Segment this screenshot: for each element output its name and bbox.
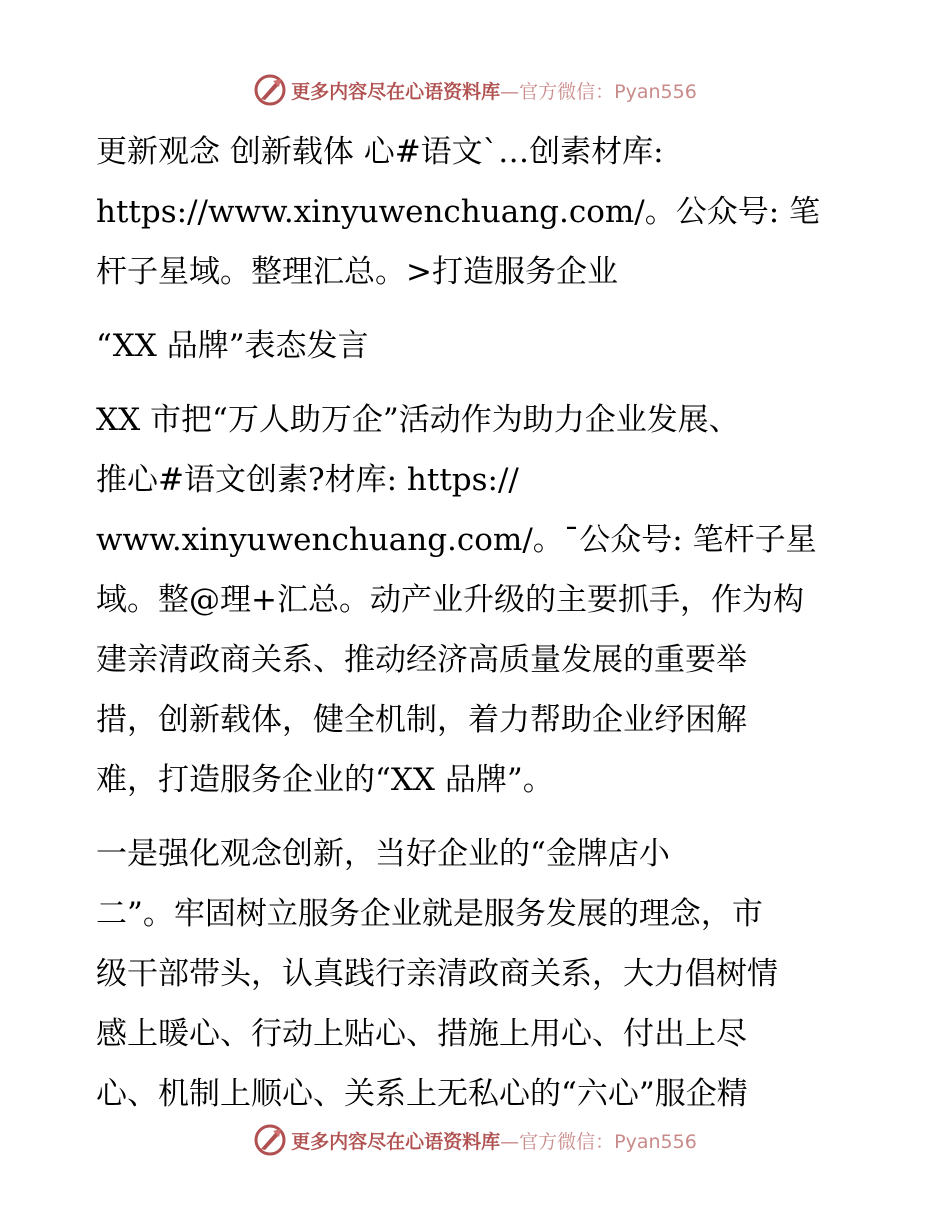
paragraph-line: www.xinyuwenchuang.com/。¯公众号: 笔杆子星: [96, 522, 817, 558]
paragraph-line: 一是强化观念创新，当好企业的“金牌店小: [96, 836, 670, 872]
footer-banner-text: [291, 1127, 697, 1154]
paragraph-line: XX 市把“万人助万企”活动作为助力企业发展、: [96, 402, 740, 438]
paragraph-line: 推心#语文创素?材库: https://: [96, 462, 519, 498]
intro-line: 杆子星域。整理汇总。>打造服务企业: [96, 254, 618, 290]
footer-banner: [0, 1120, 950, 1160]
paragraph-line: 二”。牢固树立服务企业就是服务发展的理念，市: [96, 896, 763, 932]
quill-logo-icon: [253, 73, 287, 107]
paragraph-line: 措，创新载体，健全机制，着力帮助企业纾困解: [96, 702, 747, 738]
header-banner-text: [291, 77, 697, 104]
paragraph-line: 心、机制上顺心、关系上无私心的“六心”服企精: [96, 1076, 748, 1112]
paragraph-line: 级干部带头，认真践行亲清政商关系，大力倡树情: [96, 956, 778, 992]
header-banner-bold: 更多内容尽在心语资料库: [291, 80, 501, 103]
intro-paragraph: [96, 122, 856, 302]
document-body: [96, 122, 856, 1138]
paragraph-2: [96, 824, 856, 1124]
title-paragraph: [96, 316, 856, 376]
paragraph-line: 难，打造服务企业的“XX 品牌”。: [96, 762, 554, 798]
intro-line: 更新观念 创新载体 心#语文`…创素材库:: [96, 134, 664, 170]
quill-logo-icon: [253, 1123, 287, 1157]
footer-banner-rest: —官方微信：Pyan556: [500, 1130, 697, 1153]
paragraph-line: 域。整@理+汇总。动产业升级的主要抓手，作为构: [96, 582, 804, 618]
paragraph-line: 建亲清政商关系、推动经济高质量发展的重要举: [96, 642, 747, 678]
header-banner: [0, 70, 950, 110]
paragraph-line: 感上暖心、行动上贴心、措施上用心、付出上尽: [96, 1016, 747, 1052]
document-title: “XX 品牌”表态发言: [96, 328, 369, 364]
header-banner-rest: —官方微信：Pyan556: [500, 80, 697, 103]
intro-line: https://www.xinyuwenchuang.com/。公众号: 笔: [96, 194, 821, 230]
footer-banner-bold: 更多内容尽在心语资料库: [291, 1130, 501, 1153]
paragraph-1: [96, 390, 856, 810]
